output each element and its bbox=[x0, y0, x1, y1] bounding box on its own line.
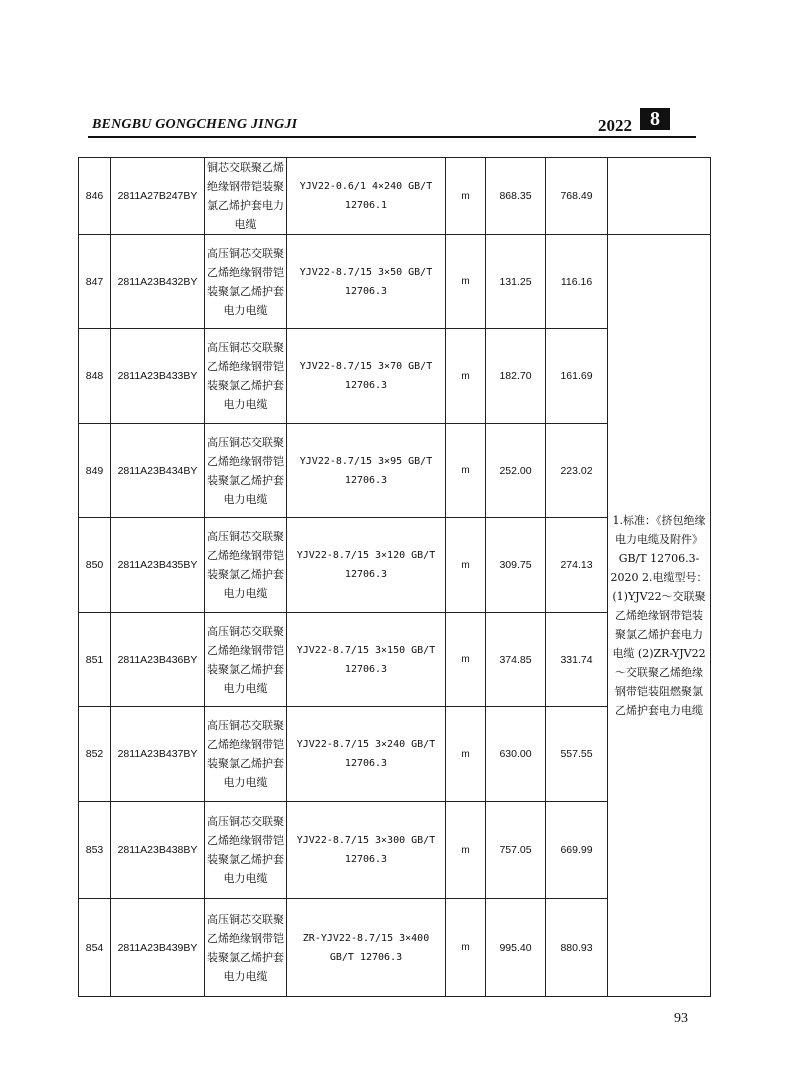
price-tax-included: 252.00 bbox=[486, 424, 546, 518]
price-tax-excluded: 880.93 bbox=[546, 899, 608, 997]
item-spec: YJV22-0.6/1 4×240 GB/T 12706.1 bbox=[287, 158, 446, 235]
row-number: 854 bbox=[79, 899, 111, 997]
item-unit: m bbox=[446, 235, 486, 329]
row-number: 847 bbox=[79, 235, 111, 329]
empty-note-cell bbox=[608, 158, 711, 235]
price-tax-included: 757.05 bbox=[486, 802, 546, 899]
item-code: 2811A23B438BY bbox=[111, 802, 205, 899]
item-code: 2811A23B439BY bbox=[111, 899, 205, 997]
item-unit: m bbox=[446, 802, 486, 899]
price-tax-included: 868.35 bbox=[486, 158, 546, 235]
item-unit: m bbox=[446, 613, 486, 707]
price-tax-excluded: 274.13 bbox=[546, 518, 608, 613]
item-spec: YJV22-8.7/15 3×240 GB/T 12706.3 bbox=[287, 707, 446, 802]
item-code: 2811A27B247BY bbox=[111, 158, 205, 235]
item-name: 高压铜芯交联聚乙烯绝缘钢带铠装聚氯乙烯护套电力电缆 bbox=[205, 329, 287, 424]
price-tax-excluded: 768.49 bbox=[546, 158, 608, 235]
price-tax-excluded: 557.55 bbox=[546, 707, 608, 802]
issue-year: 2022 bbox=[598, 116, 632, 135]
table-row bbox=[79, 235, 711, 329]
item-spec: YJV22-8.7/15 3×70 GB/T 12706.3 bbox=[287, 329, 446, 424]
price-tax-excluded: 116.16 bbox=[546, 235, 608, 329]
row-number: 850 bbox=[79, 518, 111, 613]
row-number: 846 bbox=[79, 158, 111, 235]
item-name: 高压铜芯交联聚乙烯绝缘钢带铠装聚氯乙烯护套电力电缆 bbox=[205, 518, 287, 613]
item-unit: m bbox=[446, 158, 486, 235]
item-spec: YJV22-8.7/15 3×50 GB/T 12706.3 bbox=[287, 235, 446, 329]
item-unit: m bbox=[446, 518, 486, 613]
item-unit: m bbox=[446, 899, 486, 997]
item-code: 2811A23B432BY bbox=[111, 235, 205, 329]
item-spec: YJV22-8.7/15 3×150 GB/T 12706.3 bbox=[287, 613, 446, 707]
row-number: 851 bbox=[79, 613, 111, 707]
item-name: 高压铜芯交联聚乙烯绝缘钢带铠装聚氯乙烯护套电力电缆 bbox=[205, 802, 287, 899]
price-tax-excluded: 669.99 bbox=[546, 802, 608, 899]
item-code: 2811A23B433BY bbox=[111, 329, 205, 424]
row-number: 849 bbox=[79, 424, 111, 518]
item-unit: m bbox=[446, 329, 486, 424]
item-name: 高压铜芯交联聚乙烯绝缘钢带铠装聚氯乙烯护套电力电缆 bbox=[205, 613, 287, 707]
price-tax-included: 995.40 bbox=[486, 899, 546, 997]
price-tax-included: 182.70 bbox=[486, 329, 546, 424]
item-name: 高压铜芯交联聚乙烯绝缘钢带铠装聚氯乙烯护套电力电缆 bbox=[205, 235, 287, 329]
item-code: 2811A23B434BY bbox=[111, 424, 205, 518]
price-tax-excluded: 223.02 bbox=[546, 424, 608, 518]
issue-number-badge: 8 bbox=[640, 108, 670, 130]
price-table bbox=[78, 157, 711, 997]
table-row bbox=[79, 158, 711, 235]
row-number: 848 bbox=[79, 329, 111, 424]
price-tax-included: 309.75 bbox=[486, 518, 546, 613]
item-name: 高压铜芯交联聚乙烯绝缘钢带铠装聚氯乙烯护套电力电缆 bbox=[205, 707, 287, 802]
journal-title: BENGBU GONGCHENG JINGJI bbox=[92, 117, 298, 132]
item-code: 2811A23B437BY bbox=[111, 707, 205, 802]
page-number: 93 bbox=[674, 1011, 688, 1026]
header-rule bbox=[88, 136, 696, 138]
price-tax-included: 131.25 bbox=[486, 235, 546, 329]
item-name: 高压铜芯交联聚乙烯绝缘钢带铠装聚氯乙烯护套电力电缆 bbox=[205, 424, 287, 518]
item-spec: YJV22-8.7/15 3×120 GB/T 12706.3 bbox=[287, 518, 446, 613]
item-spec: YJV22-8.7/15 3×300 GB/T 12706.3 bbox=[287, 802, 446, 899]
running-header bbox=[88, 108, 696, 138]
item-spec: ZR-YJV22-8.7/15 3×400 GB/T 12706.3 bbox=[287, 899, 446, 997]
item-code: 2811A23B435BY bbox=[111, 518, 205, 613]
price-tax-excluded: 161.69 bbox=[546, 329, 608, 424]
item-unit: m bbox=[446, 707, 486, 802]
notes-cell: 1.标准：《挤包绝缘电力电缆及附件》GB/T 12706.3-2020 2.电缆型号：(1)YJV22～交联聚乙烯绝缘钢带铠装聚氯乙烯护套电力电缆 (2)ZR-YJV22～交联聚乙烯绝缘钢带铠装阻燃聚氯乙烯护套电力电缆 bbox=[608, 235, 711, 997]
price-tax-included: 630.00 bbox=[486, 707, 546, 802]
item-name: 铜芯交联聚乙烯绝缘钢带铠装聚氯乙烯护套电力电缆 bbox=[205, 158, 287, 235]
row-number: 852 bbox=[79, 707, 111, 802]
item-spec: YJV22-8.7/15 3×95 GB/T 12706.3 bbox=[287, 424, 446, 518]
item-code: 2811A23B436BY bbox=[111, 613, 205, 707]
price-tax-excluded: 331.74 bbox=[546, 613, 608, 707]
row-number: 853 bbox=[79, 802, 111, 899]
price-tax-included: 374.85 bbox=[486, 613, 546, 707]
item-name: 高压铜芯交联聚乙烯绝缘钢带铠装聚氯乙烯护套电力电缆 bbox=[205, 899, 287, 997]
item-unit: m bbox=[446, 424, 486, 518]
